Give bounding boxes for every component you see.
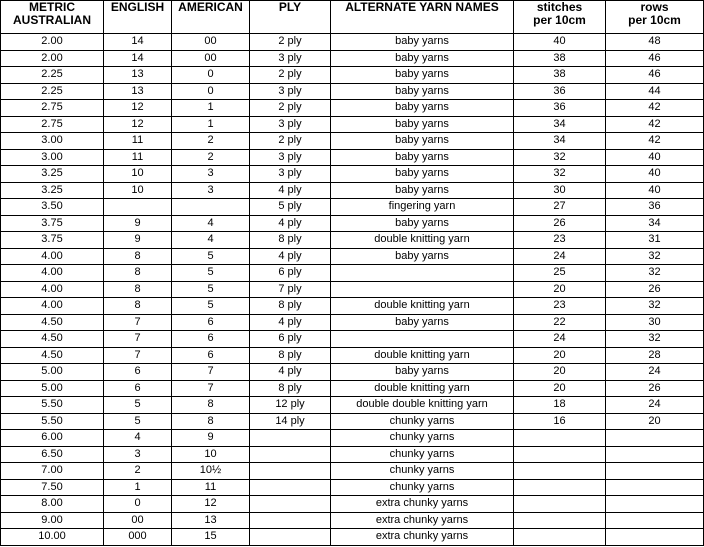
cell-rows-per-10cm: 48 <box>606 34 704 51</box>
cell-stitches-per-10cm: 24 <box>514 248 606 265</box>
cell-metric-australian: 7.00 <box>1 463 104 480</box>
table-row <box>1 463 704 480</box>
cell-american: 3 <box>172 166 250 183</box>
cell-american: 2 <box>172 149 250 166</box>
header-line: stitches <box>536 0 583 14</box>
cell-metric-australian: 4.00 <box>1 281 104 298</box>
cell-alternate-yarn-name: chunky yarns <box>331 463 514 480</box>
cell-ply: 4 ply <box>250 248 331 265</box>
cell-alternate-yarn-name: extra chunky yarns <box>331 529 514 546</box>
cell-stitches-per-10cm: 38 <box>514 67 606 84</box>
cell-stitches-per-10cm: 36 <box>514 83 606 100</box>
table-row <box>1 215 704 232</box>
cell-rows-per-10cm: 42 <box>606 133 704 150</box>
cell-stitches-per-10cm: 34 <box>514 116 606 133</box>
cell-rows-per-10cm: 24 <box>606 364 704 381</box>
cell-metric-australian: 3.75 <box>1 215 104 232</box>
cell-stitches-per-10cm: 34 <box>514 133 606 150</box>
cell-alternate-yarn-name: baby yarns <box>331 248 514 265</box>
cell-ply: 2 ply <box>250 133 331 150</box>
cell-stitches-per-10cm: 16 <box>514 413 606 430</box>
cell-rows-per-10cm: 42 <box>606 100 704 117</box>
cell-metric-australian: 2.75 <box>1 116 104 133</box>
cell-american: 3 <box>172 182 250 199</box>
table-row <box>1 199 704 216</box>
cell-american: 10 <box>172 446 250 463</box>
cell-rows-per-10cm: 36 <box>606 199 704 216</box>
cell-stitches-per-10cm: 40 <box>514 34 606 51</box>
cell-alternate-yarn-name: baby yarns <box>331 50 514 67</box>
cell-rows-per-10cm: 32 <box>606 298 704 315</box>
cell-rows-per-10cm: 32 <box>606 248 704 265</box>
cell-english: 8 <box>104 298 172 315</box>
table-body <box>1 34 704 546</box>
cell-metric-australian: 6.50 <box>1 446 104 463</box>
cell-stitches-per-10cm: 20 <box>514 281 606 298</box>
cell-metric-australian: 4.50 <box>1 331 104 348</box>
cell-rows-per-10cm: 34 <box>606 215 704 232</box>
cell-rows-per-10cm: 31 <box>606 232 704 249</box>
header-stitches-per-10cm <box>514 1 606 34</box>
cell-metric-australian: 2.00 <box>1 34 104 51</box>
table-row <box>1 166 704 183</box>
cell-american: 0 <box>172 83 250 100</box>
cell-metric-australian: 2.25 <box>1 83 104 100</box>
cell-english: 10 <box>104 182 172 199</box>
cell-american: 7 <box>172 380 250 397</box>
cell-english: 5 <box>104 397 172 414</box>
cell-stitches-per-10cm: 36 <box>514 100 606 117</box>
cell-stitches-per-10cm: 32 <box>514 149 606 166</box>
table-row <box>1 331 704 348</box>
cell-stitches-per-10cm: 22 <box>514 314 606 331</box>
cell-english <box>104 199 172 216</box>
cell-ply: 4 ply <box>250 182 331 199</box>
cell-english: 14 <box>104 50 172 67</box>
cell-rows-per-10cm: 24 <box>606 397 704 414</box>
table-row <box>1 133 704 150</box>
cell-ply <box>250 446 331 463</box>
cell-metric-australian: 5.00 <box>1 364 104 381</box>
cell-rows-per-10cm: 26 <box>606 281 704 298</box>
cell-rows-per-10cm: 20 <box>606 413 704 430</box>
cell-metric-australian: 4.50 <box>1 347 104 364</box>
header-line: per 10cm <box>533 13 586 27</box>
cell-alternate-yarn-name: baby yarns <box>331 215 514 232</box>
cell-alternate-yarn-name: baby yarns <box>331 100 514 117</box>
cell-ply: 5 ply <box>250 199 331 216</box>
cell-ply: 8 ply <box>250 298 331 315</box>
cell-stitches-per-10cm: 24 <box>514 331 606 348</box>
cell-american: 10½ <box>172 463 250 480</box>
header-line: rows <box>640 0 669 14</box>
table-row <box>1 281 704 298</box>
cell-stitches-per-10cm: 27 <box>514 199 606 216</box>
cell-ply <box>250 512 331 529</box>
cell-alternate-yarn-name: double knitting yarn <box>331 232 514 249</box>
cell-ply: 4 ply <box>250 314 331 331</box>
table-row <box>1 100 704 117</box>
cell-english: 3 <box>104 446 172 463</box>
cell-rows-per-10cm: 32 <box>606 331 704 348</box>
cell-american: 00 <box>172 34 250 51</box>
table-row <box>1 116 704 133</box>
table-row <box>1 479 704 496</box>
cell-english: 12 <box>104 116 172 133</box>
header-line: METRIC <box>29 0 75 14</box>
header-line: ENGLISH <box>110 0 165 14</box>
cell-ply: 4 ply <box>250 364 331 381</box>
cell-metric-australian: 2.25 <box>1 67 104 84</box>
cell-english: 9 <box>104 232 172 249</box>
cell-american: 6 <box>172 347 250 364</box>
cell-alternate-yarn-name: chunky yarns <box>331 430 514 447</box>
cell-american: 15 <box>172 529 250 546</box>
cell-american: 11 <box>172 479 250 496</box>
cell-english: 11 <box>104 133 172 150</box>
cell-english: 9 <box>104 215 172 232</box>
cell-english: 7 <box>104 331 172 348</box>
cell-alternate-yarn-name: baby yarns <box>331 182 514 199</box>
cell-rows-per-10cm: 46 <box>606 50 704 67</box>
cell-rows-per-10cm: 40 <box>606 166 704 183</box>
cell-stitches-per-10cm: 20 <box>514 347 606 364</box>
cell-english: 6 <box>104 380 172 397</box>
cell-metric-australian: 3.75 <box>1 232 104 249</box>
cell-english: 10 <box>104 166 172 183</box>
cell-metric-australian: 3.25 <box>1 166 104 183</box>
cell-english: 6 <box>104 364 172 381</box>
cell-rows-per-10cm: 28 <box>606 347 704 364</box>
cell-rows-per-10cm <box>606 463 704 480</box>
table-row <box>1 265 704 282</box>
cell-metric-australian: 5.50 <box>1 397 104 414</box>
cell-metric-australian: 2.75 <box>1 100 104 117</box>
cell-alternate-yarn-name: chunky yarns <box>331 479 514 496</box>
cell-american: 12 <box>172 496 250 513</box>
cell-english: 11 <box>104 149 172 166</box>
cell-ply: 3 ply <box>250 83 331 100</box>
header-line: ALTERNATE YARN NAMES <box>345 0 499 14</box>
table-row <box>1 446 704 463</box>
cell-rows-per-10cm: 44 <box>606 83 704 100</box>
cell-american: 6 <box>172 314 250 331</box>
cell-english: 7 <box>104 314 172 331</box>
cell-american: 4 <box>172 215 250 232</box>
cell-alternate-yarn-name: extra chunky yarns <box>331 496 514 513</box>
cell-stitches-per-10cm <box>514 512 606 529</box>
cell-ply <box>250 430 331 447</box>
cell-english: 7 <box>104 347 172 364</box>
cell-ply <box>250 479 331 496</box>
cell-rows-per-10cm: 40 <box>606 182 704 199</box>
table-row <box>1 413 704 430</box>
cell-stitches-per-10cm: 23 <box>514 232 606 249</box>
cell-english: 0 <box>104 496 172 513</box>
table-row <box>1 512 704 529</box>
cell-alternate-yarn-name: double double knitting yarn <box>331 397 514 414</box>
cell-english: 8 <box>104 265 172 282</box>
cell-ply: 3 ply <box>250 116 331 133</box>
cell-metric-australian: 4.00 <box>1 298 104 315</box>
cell-metric-australian: 7.50 <box>1 479 104 496</box>
cell-alternate-yarn-name: baby yarns <box>331 116 514 133</box>
cell-stitches-per-10cm: 20 <box>514 364 606 381</box>
cell-english: 13 <box>104 67 172 84</box>
cell-alternate-yarn-name: double knitting yarn <box>331 298 514 315</box>
cell-ply: 8 ply <box>250 232 331 249</box>
cell-american <box>172 199 250 216</box>
cell-alternate-yarn-name: chunky yarns <box>331 446 514 463</box>
cell-alternate-yarn-name: baby yarns <box>331 166 514 183</box>
cell-american: 0 <box>172 67 250 84</box>
cell-metric-australian: 8.00 <box>1 496 104 513</box>
table-row <box>1 529 704 546</box>
cell-ply: 14 ply <box>250 413 331 430</box>
cell-rows-per-10cm: 30 <box>606 314 704 331</box>
header-line: PLY <box>278 0 302 14</box>
cell-ply: 3 ply <box>250 50 331 67</box>
cell-stitches-per-10cm <box>514 529 606 546</box>
cell-ply <box>250 529 331 546</box>
cell-metric-australian: 3.50 <box>1 199 104 216</box>
cell-american: 6 <box>172 331 250 348</box>
cell-alternate-yarn-name: extra chunky yarns <box>331 512 514 529</box>
header-line: per 10cm <box>628 13 681 27</box>
cell-stitches-per-10cm <box>514 463 606 480</box>
cell-american: 13 <box>172 512 250 529</box>
table-row <box>1 34 704 51</box>
cell-metric-australian: 5.50 <box>1 413 104 430</box>
cell-stitches-per-10cm: 32 <box>514 166 606 183</box>
cell-ply: 2 ply <box>250 100 331 117</box>
table-row <box>1 347 704 364</box>
table-row <box>1 83 704 100</box>
header-row <box>1 1 704 34</box>
header-ply <box>250 1 331 34</box>
cell-american: 7 <box>172 364 250 381</box>
table-row <box>1 232 704 249</box>
cell-metric-australian: 3.25 <box>1 182 104 199</box>
cell-english: 00 <box>104 512 172 529</box>
cell-american: 5 <box>172 298 250 315</box>
cell-rows-per-10cm: 42 <box>606 116 704 133</box>
cell-alternate-yarn-name <box>331 265 514 282</box>
cell-ply <box>250 463 331 480</box>
cell-american: 8 <box>172 413 250 430</box>
table-row <box>1 50 704 67</box>
cell-english: 000 <box>104 529 172 546</box>
cell-rows-per-10cm: 26 <box>606 380 704 397</box>
cell-american: 5 <box>172 265 250 282</box>
cell-alternate-yarn-name: chunky yarns <box>331 413 514 430</box>
cell-alternate-yarn-name: baby yarns <box>331 34 514 51</box>
cell-metric-australian: 9.00 <box>1 512 104 529</box>
cell-english: 8 <box>104 281 172 298</box>
cell-ply: 3 ply <box>250 166 331 183</box>
cell-metric-australian: 4.00 <box>1 265 104 282</box>
table-row <box>1 248 704 265</box>
cell-metric-australian: 3.00 <box>1 133 104 150</box>
table-row <box>1 149 704 166</box>
cell-metric-australian: 6.00 <box>1 430 104 447</box>
cell-ply: 7 ply <box>250 281 331 298</box>
cell-ply: 8 ply <box>250 380 331 397</box>
cell-metric-australian: 5.00 <box>1 380 104 397</box>
table-row <box>1 364 704 381</box>
table-row <box>1 182 704 199</box>
table-row <box>1 496 704 513</box>
cell-ply: 6 ply <box>250 265 331 282</box>
cell-stitches-per-10cm: 38 <box>514 50 606 67</box>
cell-alternate-yarn-name <box>331 281 514 298</box>
header-american <box>172 1 250 34</box>
cell-metric-australian: 3.00 <box>1 149 104 166</box>
cell-stitches-per-10cm: 26 <box>514 215 606 232</box>
header-line: AMERICAN <box>178 0 243 14</box>
cell-english: 2 <box>104 463 172 480</box>
cell-rows-per-10cm <box>606 446 704 463</box>
table-row <box>1 380 704 397</box>
cell-stitches-per-10cm: 23 <box>514 298 606 315</box>
header-metric-australian <box>1 1 104 34</box>
cell-ply <box>250 496 331 513</box>
cell-english: 13 <box>104 83 172 100</box>
cell-stitches-per-10cm: 25 <box>514 265 606 282</box>
cell-ply: 2 ply <box>250 34 331 51</box>
cell-american: 1 <box>172 100 250 117</box>
cell-stitches-per-10cm: 20 <box>514 380 606 397</box>
cell-metric-australian: 4.50 <box>1 314 104 331</box>
cell-english: 4 <box>104 430 172 447</box>
cell-metric-australian: 10.00 <box>1 529 104 546</box>
cell-alternate-yarn-name: baby yarns <box>331 314 514 331</box>
cell-rows-per-10cm <box>606 512 704 529</box>
cell-rows-per-10cm: 46 <box>606 67 704 84</box>
cell-rows-per-10cm: 40 <box>606 149 704 166</box>
cell-alternate-yarn-name: baby yarns <box>331 133 514 150</box>
cell-english: 14 <box>104 34 172 51</box>
cell-alternate-yarn-name: baby yarns <box>331 83 514 100</box>
cell-english: 12 <box>104 100 172 117</box>
header-rows-per-10cm <box>606 1 704 34</box>
header-line: AUSTRALIAN <box>13 13 91 27</box>
cell-alternate-yarn-name: double knitting yarn <box>331 347 514 364</box>
cell-american: 5 <box>172 281 250 298</box>
cell-rows-per-10cm <box>606 430 704 447</box>
table-row <box>1 314 704 331</box>
cell-american: 2 <box>172 133 250 150</box>
table-row <box>1 397 704 414</box>
cell-english: 8 <box>104 248 172 265</box>
cell-rows-per-10cm <box>606 529 704 546</box>
cell-alternate-yarn-name: baby yarns <box>331 364 514 381</box>
cell-american: 5 <box>172 248 250 265</box>
cell-stitches-per-10cm <box>514 430 606 447</box>
cell-rows-per-10cm <box>606 496 704 513</box>
cell-stitches-per-10cm: 18 <box>514 397 606 414</box>
table-row <box>1 430 704 447</box>
cell-american: 8 <box>172 397 250 414</box>
cell-stitches-per-10cm <box>514 446 606 463</box>
cell-ply: 4 ply <box>250 215 331 232</box>
cell-ply: 2 ply <box>250 67 331 84</box>
cell-rows-per-10cm: 32 <box>606 265 704 282</box>
cell-ply: 3 ply <box>250 149 331 166</box>
table-row <box>1 298 704 315</box>
cell-stitches-per-10cm <box>514 479 606 496</box>
cell-stitches-per-10cm: 30 <box>514 182 606 199</box>
table-row <box>1 67 704 84</box>
cell-rows-per-10cm <box>606 479 704 496</box>
header-english <box>104 1 172 34</box>
cell-alternate-yarn-name: baby yarns <box>331 149 514 166</box>
cell-american: 9 <box>172 430 250 447</box>
cell-american: 1 <box>172 116 250 133</box>
cell-alternate-yarn-name: fingering yarn <box>331 199 514 216</box>
cell-stitches-per-10cm <box>514 496 606 513</box>
cell-alternate-yarn-name <box>331 331 514 348</box>
cell-metric-australian: 4.00 <box>1 248 104 265</box>
cell-ply: 12 ply <box>250 397 331 414</box>
cell-american: 00 <box>172 50 250 67</box>
cell-alternate-yarn-name: baby yarns <box>331 67 514 84</box>
cell-alternate-yarn-name: double knitting yarn <box>331 380 514 397</box>
cell-ply: 8 ply <box>250 347 331 364</box>
cell-american: 4 <box>172 232 250 249</box>
cell-english: 1 <box>104 479 172 496</box>
header-alternate-yarn-names <box>331 1 514 34</box>
cell-metric-australian: 2.00 <box>1 50 104 67</box>
cell-english: 5 <box>104 413 172 430</box>
cell-ply: 6 ply <box>250 331 331 348</box>
